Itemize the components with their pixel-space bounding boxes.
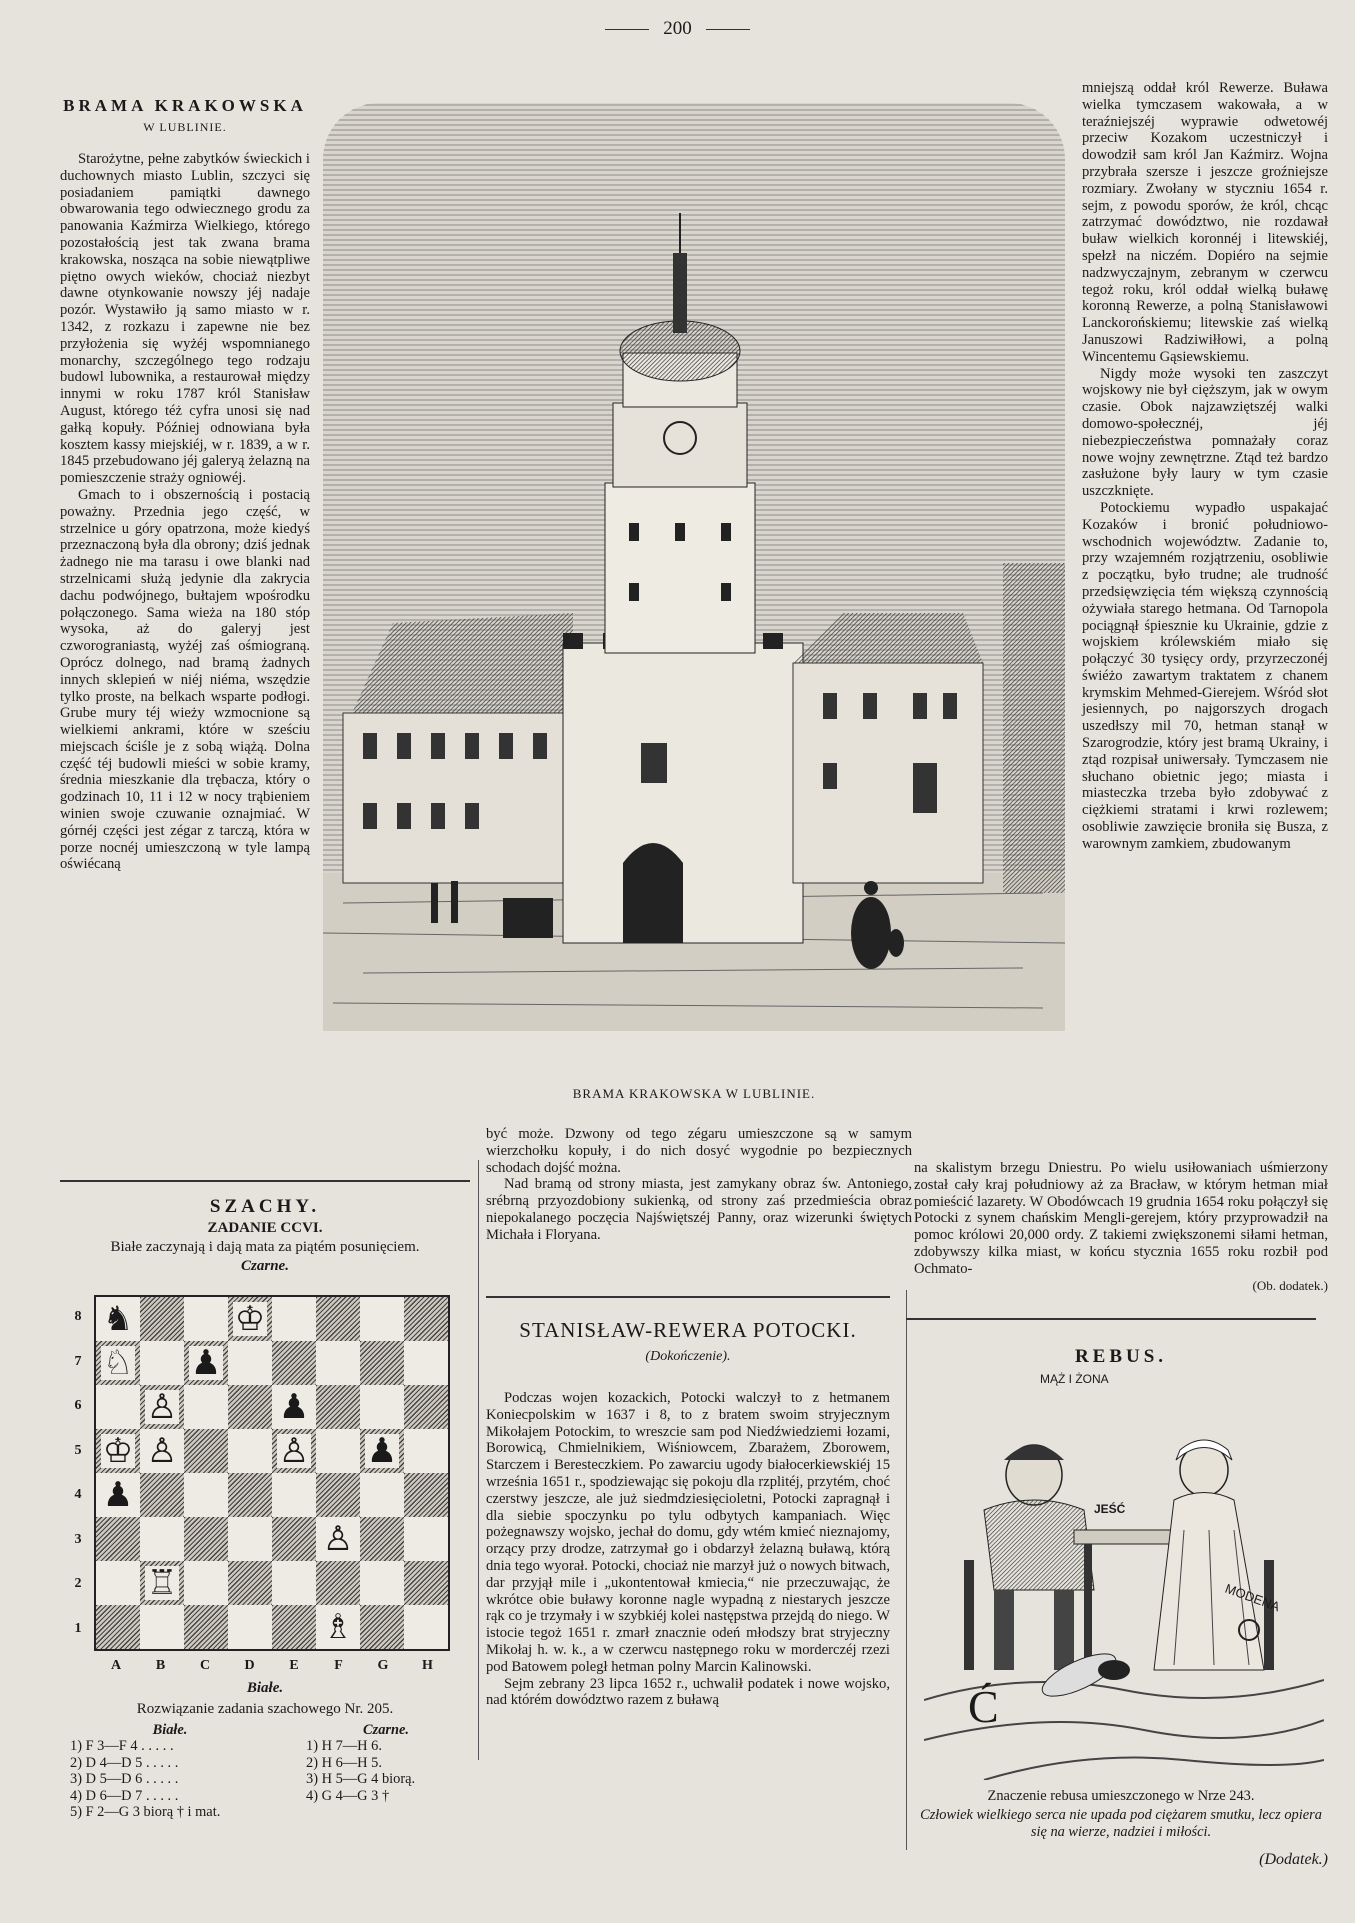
solution-move: 5) F 2—G 3 biorą † i mat. bbox=[70, 1804, 221, 1821]
chess-square bbox=[272, 1341, 316, 1385]
solution-move: 3) D 5—D 6 . . . . . bbox=[70, 1771, 179, 1788]
solution-white bbox=[70, 1722, 270, 1820]
file-label: G bbox=[377, 1658, 389, 1673]
rebus-title: REBUS. bbox=[1074, 1346, 1168, 1367]
rebus-section bbox=[914, 1346, 1328, 1368]
chess-square bbox=[360, 1517, 404, 1561]
chess-square bbox=[404, 1297, 448, 1341]
rank-label: 6 bbox=[74, 1398, 82, 1413]
horizontal-rule bbox=[60, 1180, 470, 1182]
illustration-caption: BRAMA KRAKOWSKA W LUBLINIE. bbox=[572, 1086, 816, 1101]
article-paragraph: być może. Dzwony od tego zégaru umieszczone są w samym wierzchołku kopuły, i do nich dosyć wygodnie po bezpiecznych schodach dojść można. bbox=[486, 1126, 912, 1176]
chess-piece: ♙ bbox=[278, 1431, 310, 1471]
chess-instruction: Białe zaczynają i dają mata za piątém posunięciem. bbox=[110, 1239, 420, 1255]
chess-square bbox=[272, 1429, 316, 1473]
chess-piece: ♙ bbox=[322, 1519, 354, 1559]
chess-square bbox=[272, 1561, 316, 1605]
file-label: H bbox=[422, 1658, 433, 1673]
rebus-note: (Dodatek.) bbox=[1259, 1851, 1328, 1868]
solution-black bbox=[306, 1722, 466, 1804]
chess-square bbox=[404, 1473, 448, 1517]
chess-square bbox=[360, 1297, 404, 1341]
chess-square bbox=[316, 1297, 360, 1341]
chess-square bbox=[228, 1473, 272, 1517]
chess-square bbox=[96, 1297, 140, 1341]
chess-square bbox=[316, 1473, 360, 1517]
chess-square bbox=[140, 1429, 184, 1473]
solution-white-label: Białe. bbox=[152, 1722, 188, 1738]
solution-move: 2) H 6—H 5. bbox=[306, 1754, 382, 1771]
chess-square bbox=[140, 1561, 184, 1605]
chess-square bbox=[272, 1385, 316, 1429]
chess-square bbox=[360, 1429, 404, 1473]
chess-piece: ♟ bbox=[190, 1343, 222, 1383]
column-divider bbox=[478, 1160, 479, 1760]
chess-square bbox=[184, 1429, 228, 1473]
chess-square bbox=[140, 1605, 184, 1649]
chess-square bbox=[140, 1297, 184, 1341]
chess-piece: ♘ bbox=[102, 1343, 134, 1383]
chess-square bbox=[316, 1517, 360, 1561]
solution-title: Rozwiązanie zadania szachowego Nr. 205. bbox=[136, 1701, 394, 1717]
chess-square bbox=[96, 1385, 140, 1429]
rank-label: 7 bbox=[74, 1353, 82, 1369]
chess-square bbox=[228, 1341, 272, 1385]
chess-square bbox=[316, 1385, 360, 1429]
article-paragraph: Potockiemu wypadło uspakajać Kozaków i bronić południowo-wschodnich województw. Zadanie to, przy wzajemném rozjątrzeniu, osobliwie z początku, było trudne; ale trudność przedsięwzięcia tém większą czynnością ożywiała starego hetmana. Od Tarnopola pociągnął śpiesznie ku Ukrainie, gdzie z wojskiem królewskiém miało się połączyć 30 tysięcy ordy, przyrzeczonéj świéżo zawartym traktatem z chanem krymskim Mehmed-Gierejem. Wśród słot jesiennych, po najgorszych drogach uszedłszy mil 70, hetman stanął w Szarogrodzie, który jest bramą Ukrainy, i ztąd rozpisał uniwersały. Tymczasem nie słuchano obietnic jego; miasta i miasteczka trzeba było zdobywać z ciężkiemi stratami i krwi rozlewem; osobliwie zawzięcie broniła się Busza, z warownym zamkiem, zbudowanym bbox=[1082, 499, 1328, 852]
chess-piece: ♗ bbox=[322, 1607, 354, 1647]
article-paragraph: Gmach to i obszernością i postacią poważny. Przednia jego część, w strzelnice u góry opatrzona, może kiedyś przeznaczoną była dla obrony; dziś jednak żadnego nie ma tarasu i owe blanki nad strzelnicami służą jedynie dla zakrycia dachu podwójnego, bułtajem wpośrodku połączonego. Sama wieża na 180 stóp wysoka, aż do galeryj jest czworograniastą, wyżéj zaś ośmiograną. Oprócz dolnego, nad bramą żadnych innych sklepień w niéj niéma, wszędzie tylko proste, na belkach wsparte podłogi. Grube mury téj wieży wzmocnione są wielkiemi ankrami, które w sześciu miejscach ściśle je z sobą wiążą. Dolna część téj budowli mieści w sobie kramy, średnia mieszkanie dla trębacza, który o godzinach 10, 11 i 12 w nocy trąbieniem winien swoje czuwanie oznajmiać. W górnéj części jest zégar z tarczą, która w porze nocnéj umieszczoną w tyle lampą oświécaną bbox=[60, 486, 310, 873]
chess-square bbox=[272, 1297, 316, 1341]
file-label: D bbox=[244, 1658, 255, 1673]
solution-black-label: Czarne. bbox=[363, 1722, 409, 1738]
chess-square bbox=[96, 1341, 140, 1385]
article-potocki-right-mid bbox=[914, 1160, 1328, 1294]
chess-square bbox=[228, 1517, 272, 1561]
chess-square bbox=[272, 1517, 316, 1561]
chess-square bbox=[360, 1561, 404, 1605]
solution-move: 3) H 5—G 4 biorą. bbox=[306, 1771, 416, 1788]
chess-white-label: Białe. bbox=[246, 1680, 284, 1696]
chess-square bbox=[404, 1561, 448, 1605]
chess-square bbox=[96, 1473, 140, 1517]
chess-piece: ♖ bbox=[146, 1563, 178, 1603]
chess-black-label: Czarne. bbox=[241, 1258, 289, 1274]
rank-labels bbox=[66, 1295, 90, 1651]
chess-piece: ♞ bbox=[102, 1299, 134, 1339]
solution-move: 4) D 6—D 7 . . . . . bbox=[70, 1787, 179, 1804]
illustration-brama bbox=[323, 103, 1065, 1031]
chess-board bbox=[94, 1295, 450, 1651]
article-brama-continuation bbox=[486, 1126, 912, 1244]
article-paragraph: na skalistym brzegu Dniestru. Po wielu usiłowaniach uśmierzony został cały kraj południowy aż za Bracław, w którym hetman miał pomieścić lazarety. W Obodówcach 19 grudnia 1654 roku połączył się Potocki z synem chańskim Mengli-gerejem, który przyprowadził na pomoc królowi 20,000 ordy. Z takiemi zwiększonemi siłami hetman, zdobywszy kilka miast, w końcu stycznia 1655 roku rozbił pod Ochmato- bbox=[914, 1160, 1328, 1277]
file-label: B bbox=[155, 1658, 166, 1673]
gate-engraving bbox=[323, 103, 1065, 1031]
chess-square bbox=[360, 1341, 404, 1385]
article-potocki-right bbox=[1082, 80, 1328, 853]
chess-square bbox=[184, 1517, 228, 1561]
rank-label: 5 bbox=[74, 1442, 82, 1458]
chess-square bbox=[360, 1605, 404, 1649]
rebus-label-top: MĄŻ I ŻONA bbox=[1040, 1372, 1109, 1386]
chess-square bbox=[272, 1605, 316, 1649]
rank-label: 4 bbox=[74, 1487, 82, 1502]
article-paragraph: Nad bramą od strony miasta, jest zamykany obraz św. Antoniego, srébrną przyozdobiony sukienką, od strony zaś przedmieścia obraz niepokalanego poczęcia Najświętszéj Panny, oraz wizerunki świętych Michała i Floryana. bbox=[486, 1176, 912, 1243]
chess-section bbox=[60, 1196, 470, 1275]
chess-square bbox=[360, 1473, 404, 1517]
file-label: A bbox=[110, 1658, 122, 1673]
chess-square bbox=[404, 1429, 448, 1473]
chess-square bbox=[404, 1517, 448, 1561]
continued-note: (Ob. dodatek.) bbox=[1252, 1277, 1328, 1293]
rebus-label-sign: JEŚĆ bbox=[1094, 1502, 1126, 1516]
rebus-solution-text: Człowiek wielkiego serca nie upada pod ciężarem smutku, lecz opiera się na wierze, nadziei i miłości. bbox=[920, 1807, 1322, 1840]
chess-square bbox=[228, 1429, 272, 1473]
chess-piece: ♟ bbox=[102, 1475, 134, 1515]
chess-square bbox=[184, 1297, 228, 1341]
solution-move: 4) G 4—G 3 † bbox=[306, 1787, 390, 1804]
chess-square bbox=[272, 1473, 316, 1517]
chess-piece: ♔ bbox=[102, 1431, 134, 1471]
chess-problem: ZADANIE CCVI. bbox=[207, 1220, 323, 1236]
chess-square bbox=[184, 1341, 228, 1385]
chess-square bbox=[140, 1473, 184, 1517]
chess-square bbox=[228, 1297, 272, 1341]
article-paragraph: Sejm zebrany 23 lipca 1652 r., uchwalił podatek i nowe wojsko, nad którém dowództwo razem z buławą bbox=[486, 1675, 890, 1709]
article-title: STANISŁAW-REWERA POTOCKI. bbox=[519, 1318, 857, 1342]
rebus-picture bbox=[924, 1372, 1324, 1780]
chess-square bbox=[228, 1605, 272, 1649]
horizontal-rule bbox=[486, 1296, 890, 1298]
article-paragraph: Starożytne, pełne zabytków świeckich i duchownych miasto Lublin, szczyci się posiadaniem pamiątki dawnego obwarowania tego odwiecznego grodu za panowania Kaźmirza Wielkiego, którego pozostałością jest tak zwana brama krakowska, nosząca na sobie niewątpliwe piętno owych wieków, chociaż niezbyt dawne otynkowanie nowszy jéj nadaje pozór. Wystawiło ją samo miasto w r. 1342, z rozkazu i zapewne nie bez przyłożenia się wyżéj wspomnianego monarchy, szczególnego tego rodzaju budowl lubownika, a restaurował między innymi w roku 1787 król Stanisław August, którego téż cyfra unosi się nad gałką kopuły. Później odnowiana była kosztem kassy miejskiéj, w r. 1839, a w r. 1845 przebudowano jéj galeryą żelazną na pomieszczenie straży ogniowéj. bbox=[60, 151, 310, 487]
horizontal-rule bbox=[906, 1318, 1316, 1320]
solution-move: 1) F 3—F 4 . . . . . bbox=[70, 1738, 174, 1755]
chess-piece: ♟ bbox=[366, 1431, 398, 1471]
solution-move: 1) H 7—H 6. bbox=[306, 1738, 382, 1755]
rebus-letter: Ć bbox=[968, 1681, 999, 1732]
chess-solution bbox=[60, 1680, 470, 1718]
article-paragraph: Podczas wojen kozackich, Potocki walczył to z hetmanem Koniecpolskim w 1637 i 8, to z bratem swoim stryjecznym Mikołajem Potockim, to wreszcie sam pod Niedźwiedziemi łozami, Borowicą, Chmielnikiem, Wiśniowcem, Zbarażem, Zborowem, Starczem i Beresteczkiem. Po zawarciu ugody białocerkiewskiéj 15 września 1651 r., spodziewając się pokoju dla rzplitéj, przytém, choć czerstwy jeszcze, ale już siedmdziesięcioletni, Potocki zapragnął i dla siebie spoczynku po tylu odbytych kampaniach. Więc pożegnawszy wojsko, jechał do domu, gdy wtém kmieć nieznajomy, orzący przy drodze, zatrzymał go i obdarzył żelazną buławą, którą dnia tego wyorał. Potocki, chociaż nie marzył już o nowych bitwach, dar przyjął mile i „ukontentował kmiecia,“ nie przeczuwając, że wkrótce obie buławy koronne nagle wypadną z niestarych jeszcze rąk co je trzymały i w szybkiéj kolei następstwa przejdą do niego. W istocie tegoż 1651 r. zmarł znacznie odeń młodszy brat stryjeczny Mikołaj h. w. k., a w czerwcu następnego roku w morderczéj rzezi pod Batowem poległ hetman polny Marcin Kalinowski. bbox=[486, 1390, 890, 1675]
chess-square bbox=[96, 1605, 140, 1649]
chess-square bbox=[404, 1341, 448, 1385]
file-label: C bbox=[199, 1658, 211, 1673]
article-potocki-header bbox=[486, 1318, 890, 1365]
chess-square bbox=[184, 1473, 228, 1517]
chess-square bbox=[316, 1561, 360, 1605]
chess-square bbox=[184, 1605, 228, 1649]
chess-square bbox=[316, 1429, 360, 1473]
chess-piece: ♟ bbox=[278, 1387, 310, 1427]
rebus-solution-title: Znaczenie rebusa umieszczonego w Nrze 243. bbox=[987, 1788, 1255, 1804]
article-paragraph: mniejszą oddał król Rewerze. Buława wielka tymczasem wakowała, a w teraźniejszéj wyprawie odwetowéj przeciw Kozakom uczestniczył i dowodził sam król Jan Kaźmirz. Wojna przybrała szersze i jeszcze groźniejsze rozmiary. Zwołany w styczniu 1654 r. sejm, z powodu sporów, że król, chcąc zatrzymać dowództwo, nie rozdawał buław wielkich koronnéj i litewskiéj, spełzł na niczém. Dopiéro na sejmie nadzwyczajnym, zebranym w czerwcu tegoż roku, król oddał wielką buławę koronną Rewerze, a polną Stanisławowi Lanckorońskiemu; litewskie zaś wielką Januszowi Radziwiłłowi, a polną Wincentemu Gąsiewskiemu. bbox=[1082, 80, 1328, 365]
chess-square bbox=[140, 1385, 184, 1429]
article-subtitle: W LUBLINIE. bbox=[143, 120, 227, 134]
solution-move: 2) D 4—D 5 . . . . . bbox=[70, 1754, 179, 1771]
chess-square bbox=[228, 1385, 272, 1429]
rank-label: 8 bbox=[74, 1309, 82, 1324]
chess-square bbox=[228, 1561, 272, 1605]
chess-square bbox=[360, 1385, 404, 1429]
chess-square bbox=[140, 1341, 184, 1385]
chess-square bbox=[96, 1561, 140, 1605]
rank-label: 1 bbox=[74, 1620, 82, 1636]
article-title: BRAMA KRAKOWSKA bbox=[63, 96, 307, 115]
file-label: E bbox=[289, 1658, 299, 1673]
article-paragraph: Nigdy może wysoki ten zaszczyt wojskowy nie był cięższym, jak w owym czasie. Obok najzawziętszéj walki domowo-społecznéj, jéj niebezpieczeństwa pomnażały coraz nowe wojny zewnętrzne. Ztąd też bardzo zasłużone były laury w tym czasie uszczknięte. bbox=[1082, 365, 1328, 500]
rank-label: 2 bbox=[74, 1576, 82, 1591]
chess-square bbox=[96, 1429, 140, 1473]
chess-piece: ♙ bbox=[146, 1387, 178, 1427]
chess-square bbox=[184, 1385, 228, 1429]
page-number: 200 bbox=[0, 18, 1355, 40]
article-brama bbox=[60, 96, 310, 873]
article-subtitle: (Dokończenie). bbox=[645, 1349, 731, 1364]
chess-square bbox=[404, 1385, 448, 1429]
chess-square bbox=[316, 1341, 360, 1385]
chess-title: SZACHY. bbox=[209, 1196, 321, 1217]
file-label: F bbox=[334, 1658, 343, 1673]
rebus-label-modena: MODENA bbox=[1223, 1580, 1282, 1615]
chess-piece: ♙ bbox=[146, 1431, 178, 1471]
chess-square bbox=[404, 1605, 448, 1649]
rank-label: 3 bbox=[74, 1531, 82, 1547]
article-potocki bbox=[486, 1390, 890, 1709]
chess-square bbox=[316, 1605, 360, 1649]
chess-square bbox=[96, 1517, 140, 1561]
chess-piece: ♔ bbox=[234, 1299, 266, 1339]
chess-square bbox=[184, 1561, 228, 1605]
column-divider bbox=[906, 1290, 907, 1850]
rebus-solution bbox=[914, 1788, 1328, 1869]
file-labels bbox=[94, 1658, 450, 1676]
chess-square bbox=[140, 1517, 184, 1561]
